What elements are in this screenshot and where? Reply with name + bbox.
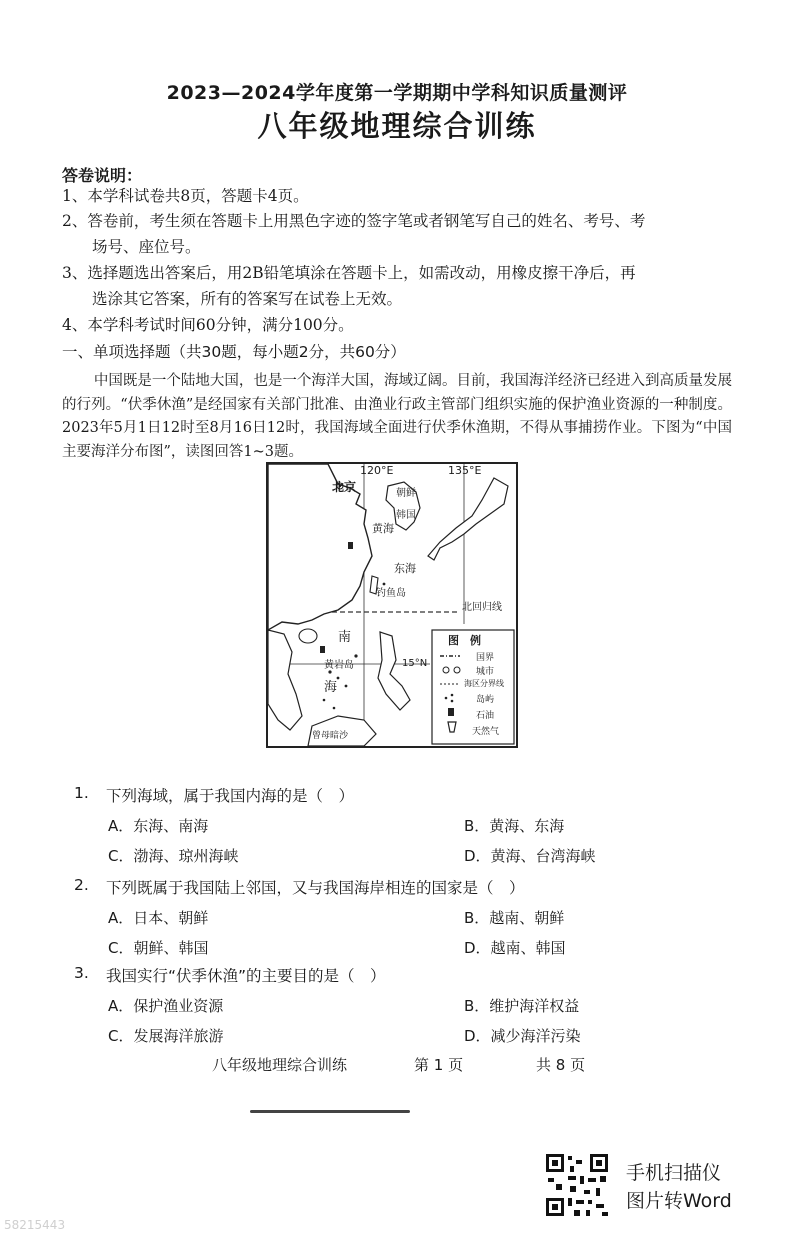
label-donghai: 东海 [394, 562, 416, 575]
label-chaoxian: 朝鲜 [396, 488, 416, 499]
instruction-item: 选涂其它答案，所有的答案写在试卷上无效。 [92, 290, 403, 308]
q2-option-d: D．越南、韩国 [464, 939, 566, 957]
q2-option-c: C．朝鲜、韩国 [108, 939, 209, 957]
question-1-stem: 下列海域，属于我国内海的是（ ） [106, 787, 355, 805]
q3-option-b: B．维护海洋权益 [464, 997, 580, 1015]
reading-passage: 中国既是一个陆地大国，也是一个海洋大国，海域辽阔。目前，我国海洋经济已经进入到高质量发展的行列。“伏季休渔”是经国家有关部门批准、由渔业行政主管部门组织实施的保护渔业资源的一种制度。2023年5月1日12时至8月16日12时，我国海域全面进行伏季休渔期，不得从事捕捞作业。下图为“中国主要海洋分布图”，读图回答1~3题。 [62, 373, 732, 460]
label-beijing: 北京 [332, 480, 357, 494]
q1-option-a: A．东海、南海 [108, 817, 209, 835]
q2-option-a: A．日本、朝鲜 [108, 909, 209, 927]
legend-title: 图 例 [448, 634, 481, 647]
watermark-id: 58215443 [4, 1218, 66, 1232]
question-3-number: 3. [74, 964, 89, 982]
label-diaoyu: 钓鱼岛 [376, 588, 406, 599]
instruction-item: 4、本学科考试时间60分钟，满分100分。 [62, 316, 354, 334]
legend-item: 海区分界线 [464, 679, 504, 688]
lon-label-135: 135°E [448, 464, 482, 477]
q1-option-c: C．渤海、琼州海峡 [108, 847, 239, 865]
hainan-island [299, 629, 317, 643]
question-2-stem: 下列既属于我国陆上邻国，又与我国海岸相连的国家是（ ） [106, 879, 525, 897]
q3-option-a: A．保护渔业资源 [108, 997, 224, 1015]
legend-item: 国界 [476, 653, 495, 663]
q3-option-c: C．发展海洋旅游 [108, 1027, 224, 1045]
scan-underline [250, 1110, 410, 1113]
label-tropic: 北回归线 [462, 602, 502, 613]
footer-title: 八年级地理综合训练 [212, 1056, 348, 1074]
legend-item: 天然气 [472, 727, 500, 737]
china-seas-map [266, 462, 518, 748]
exam-title: 八年级地理综合训练 [257, 109, 537, 143]
label-zengmu: 曾母暗沙 [312, 731, 349, 741]
q3-option-d: D．减少海洋污染 [464, 1027, 581, 1045]
legend-item: 城市 [476, 667, 495, 677]
section-heading: 一、单项选择题（共30题，每小题2分，共60分） [62, 343, 406, 361]
question-3-stem: 我国实行“伏季休渔”的主要目的是（ ） [106, 967, 386, 985]
legend-item: 石油 [476, 711, 495, 721]
question-2-number: 2. [74, 876, 89, 894]
label-hanguo: 韩国 [396, 510, 416, 521]
japan-islands [428, 478, 508, 560]
legend-item: 岛屿 [476, 695, 495, 705]
footer-total: 共 8 页 [536, 1056, 586, 1074]
footer-page: 第 1 页 [414, 1056, 464, 1074]
scanner-label-1: 手机扫描仪 [626, 1162, 722, 1184]
scanner-label-2: 图片转Word [626, 1190, 732, 1212]
instruction-item: 2、答卷前，考生须在答题卡上用黑色字迹的签字笔或者钢笔写自己的姓名、考号、考 [62, 212, 646, 230]
instruction-item: 场号、座位号。 [92, 238, 201, 256]
q2-option-b: B．越南、朝鲜 [464, 909, 565, 927]
label-huangyan: 黄岩岛 [324, 660, 354, 671]
mainland-coast [268, 464, 372, 630]
label-hai: 海 [324, 680, 338, 695]
lat-label-15: 15°N [402, 658, 428, 669]
q1-option-b: B．黄海、东海 [464, 817, 565, 835]
instructions-heading: 答卷说明： [62, 166, 143, 185]
exam-subtitle: 2023—2024学年度第一学期期中学科知识质量测评 [166, 82, 628, 104]
q1-option-d: D．黄海、台湾海峡 [464, 847, 596, 865]
qr-code-icon [544, 1152, 610, 1218]
question-1-number: 1. [74, 784, 89, 802]
label-huanghai: 黄海 [372, 522, 394, 535]
label-nan: 南 [338, 630, 352, 645]
instruction-item: 3、选择题选出答案后，用2B铅笔填涂在答题卡上，如需改动，用橡皮擦干净后，再 [62, 264, 636, 282]
instruction-item: 1、本学科试卷共8页，答题卡4页。 [62, 187, 309, 205]
lon-label-120: 120°E [360, 464, 394, 477]
philippines-islands [378, 632, 410, 710]
indochina-coast [268, 630, 302, 730]
